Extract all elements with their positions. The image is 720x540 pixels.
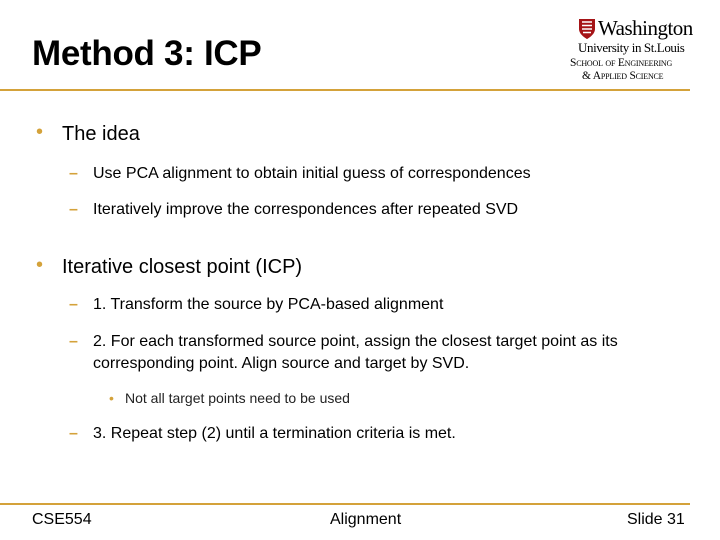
- shield-icon: [578, 18, 596, 40]
- sub-bullet-text: 2. For each transformed source point, assign the closest target point as its: [93, 333, 618, 350]
- logo-applied-science: & Applied Science: [582, 70, 664, 82]
- dash-mark: –: [69, 296, 78, 313]
- sub-bullet: [69, 294, 444, 316]
- sub-sub-bullet: [109, 390, 350, 406]
- footer-divider: [0, 503, 690, 505]
- bullet-text: The idea: [62, 123, 140, 145]
- bullet-text: Iterative closest point (ICP): [62, 256, 303, 278]
- footer-slide-number: Slide 31: [627, 511, 685, 528]
- dash-mark: –: [69, 333, 78, 350]
- bullet-mark: •: [109, 390, 114, 406]
- logo-washington: Washington: [598, 16, 693, 40]
- sub-bullet-text: Use PCA alignment to obtain initial guess of correspondences: [93, 165, 531, 182]
- header-divider: [0, 89, 690, 91]
- sub-bullet-text-continued: corresponding point. Align source and target by SVD.: [93, 355, 470, 372]
- bullet-the-idea: [36, 121, 140, 146]
- slide-title: Method 3: ICP: [32, 34, 262, 73]
- dash-mark: –: [69, 165, 78, 182]
- bullet-icp: [36, 254, 303, 279]
- university-logo: [568, 14, 693, 82]
- sub-bullet: [69, 423, 456, 445]
- footer-course: CSE554: [32, 511, 92, 528]
- bullet-mark: •: [36, 254, 44, 276]
- sub-bullet-text: 3. Repeat step (2) until a termination criteria is met.: [93, 425, 456, 442]
- logo-university: University in St.Louis: [578, 40, 685, 55]
- sub-bullet-text: Iteratively improve the correspondences after repeated SVD: [93, 201, 519, 218]
- dash-mark: –: [69, 201, 78, 218]
- sub-bullet: [69, 331, 618, 375]
- footer-topic: Alignment: [330, 511, 402, 528]
- sub-bullet: [69, 163, 531, 185]
- sub-sub-bullet-text: Not all target points need to be used: [125, 390, 350, 406]
- bullet-mark: •: [36, 121, 44, 143]
- sub-bullet-text: 1. Transform the source by PCA-based alignment: [93, 296, 444, 313]
- dash-mark: –: [69, 425, 78, 442]
- sub-bullet: [69, 199, 519, 221]
- logo-school: School of Engineering: [570, 57, 673, 69]
